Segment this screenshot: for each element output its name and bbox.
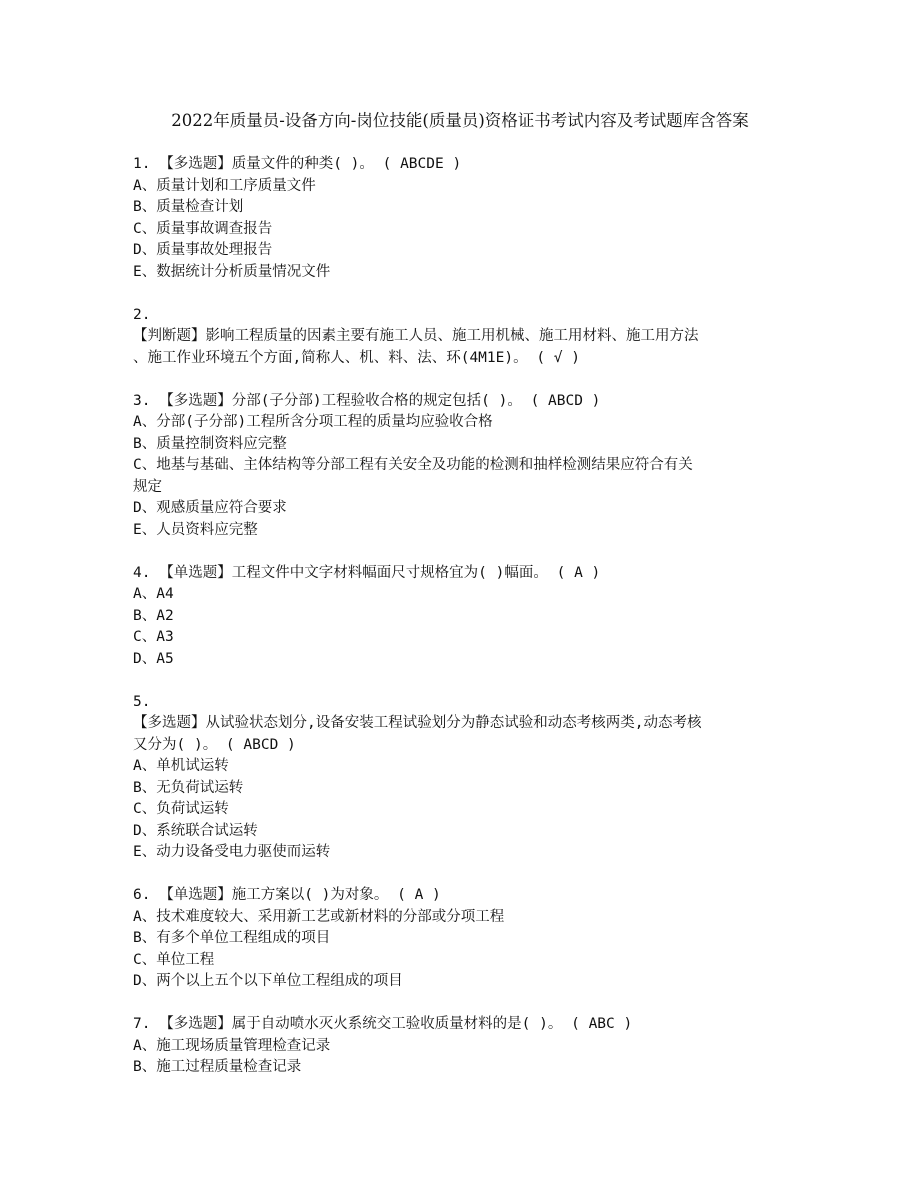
question-4-option-b: B、A2 (133, 607, 174, 624)
question-1-option-b: B、质量检查计划 (133, 199, 244, 215)
question-4 (133, 563, 793, 671)
question-7-stem: 7. 【多选题】属于自动喷水灭火系统交工验收质量材料的是( )。 ( ABC ) (133, 1016, 633, 1032)
question-3-option-c: C、地基与基础、主体结构等分部工程有关安全及功能的检测和抽样检测结果应符合有关 (133, 457, 693, 473)
question-5-stem-line-1: 【多选题】从试验状态划分,设备安装工程试验划分为静态试验和动态考核两类,动态考核 (133, 715, 702, 731)
question-1 (133, 154, 793, 283)
question-5-option-b: B、无负荷试运转 (133, 779, 244, 796)
question-7 (133, 1014, 793, 1079)
question-5-number: 5. (133, 693, 151, 710)
question-5-stem-line-2: 又分为( )。 ( ABCD ) (133, 736, 296, 753)
question-4-option-a: A、A4 (133, 586, 174, 602)
question-2 (133, 305, 793, 370)
question-4-option-c: C、A3 (133, 629, 174, 645)
question-3 (133, 391, 793, 542)
question-3-option-e: E、人员资料应完整 (133, 521, 258, 538)
question-3-option-b: B、质量控制资料应完整 (133, 435, 287, 452)
question-6-option-a: A、技术难度较大、采用新工艺或新材料的分部或分项工程 (133, 908, 505, 925)
question-list (133, 154, 793, 1100)
question-4-stem: 4. 【单选题】工程文件中文字材料幅面尺寸规格宜为( )幅面。 ( A ) (133, 564, 601, 581)
question-5-option-c: C、负荷试运转 (133, 801, 229, 817)
question-1-option-c: C、质量事故调查报告 (133, 220, 273, 237)
question-3-option-a: A、分部(子分部)工程所含分项工程的质量均应验收合格 (133, 414, 493, 430)
question-5-option-d: D、系统联合试运转 (133, 822, 258, 839)
question-2-number: 2. (133, 306, 151, 323)
question-1-option-e: E、数据统计分析质量情况文件 (133, 263, 331, 280)
question-6-option-b: B、有多个单位工程组成的项目 (133, 930, 331, 946)
question-5-option-a: A、单机试运转 (133, 758, 229, 774)
question-3-stem: 3. 【多选题】分部(子分部)工程验收合格的规定包括( )。 ( ABCD ) (133, 392, 601, 409)
question-1-stem: 1. 【多选题】质量文件的种类( )。 ( ABCDE ) (133, 156, 462, 172)
question-6-stem: 6. 【单选题】施工方案以( )为对象。 ( A ) (133, 887, 441, 903)
question-3-option-d: D、观感质量应符合要求 (133, 500, 287, 516)
question-6-option-c: C、单位工程 (133, 951, 215, 968)
document-title: 2022年质量员-设备方向-岗位技能(质量员)资格证书考试内容及考试题库含答案 (171, 111, 749, 130)
question-4-option-d: D、A5 (133, 650, 174, 667)
question-6 (133, 885, 793, 993)
question-2-stem-line-1: 【判断题】影响工程质量的因素主要有施工人员、施工用机械、施工用材料、施工用方法 (133, 328, 699, 344)
question-2-stem-line-2: 、施工作业环境五个方面,简称人、机、料、法、环(4M1E)。 ( √ ) (133, 349, 580, 366)
question-1-option-d: D、质量事故处理报告 (133, 242, 273, 258)
question-5 (133, 692, 793, 864)
question-3-option-c-continued: 规定 (133, 478, 162, 495)
question-1-option-a: A、质量计划和工序质量文件 (133, 177, 316, 194)
question-5-option-e: E、动力设备受电力驱使而运转 (133, 844, 331, 860)
question-6-option-d: D、两个以上五个以下单位工程组成的项目 (133, 973, 403, 989)
question-7-option-a: A、施工现场质量管理检查记录 (133, 1037, 331, 1054)
question-7-option-b: B、施工过程质量检查记录 (133, 1059, 302, 1075)
